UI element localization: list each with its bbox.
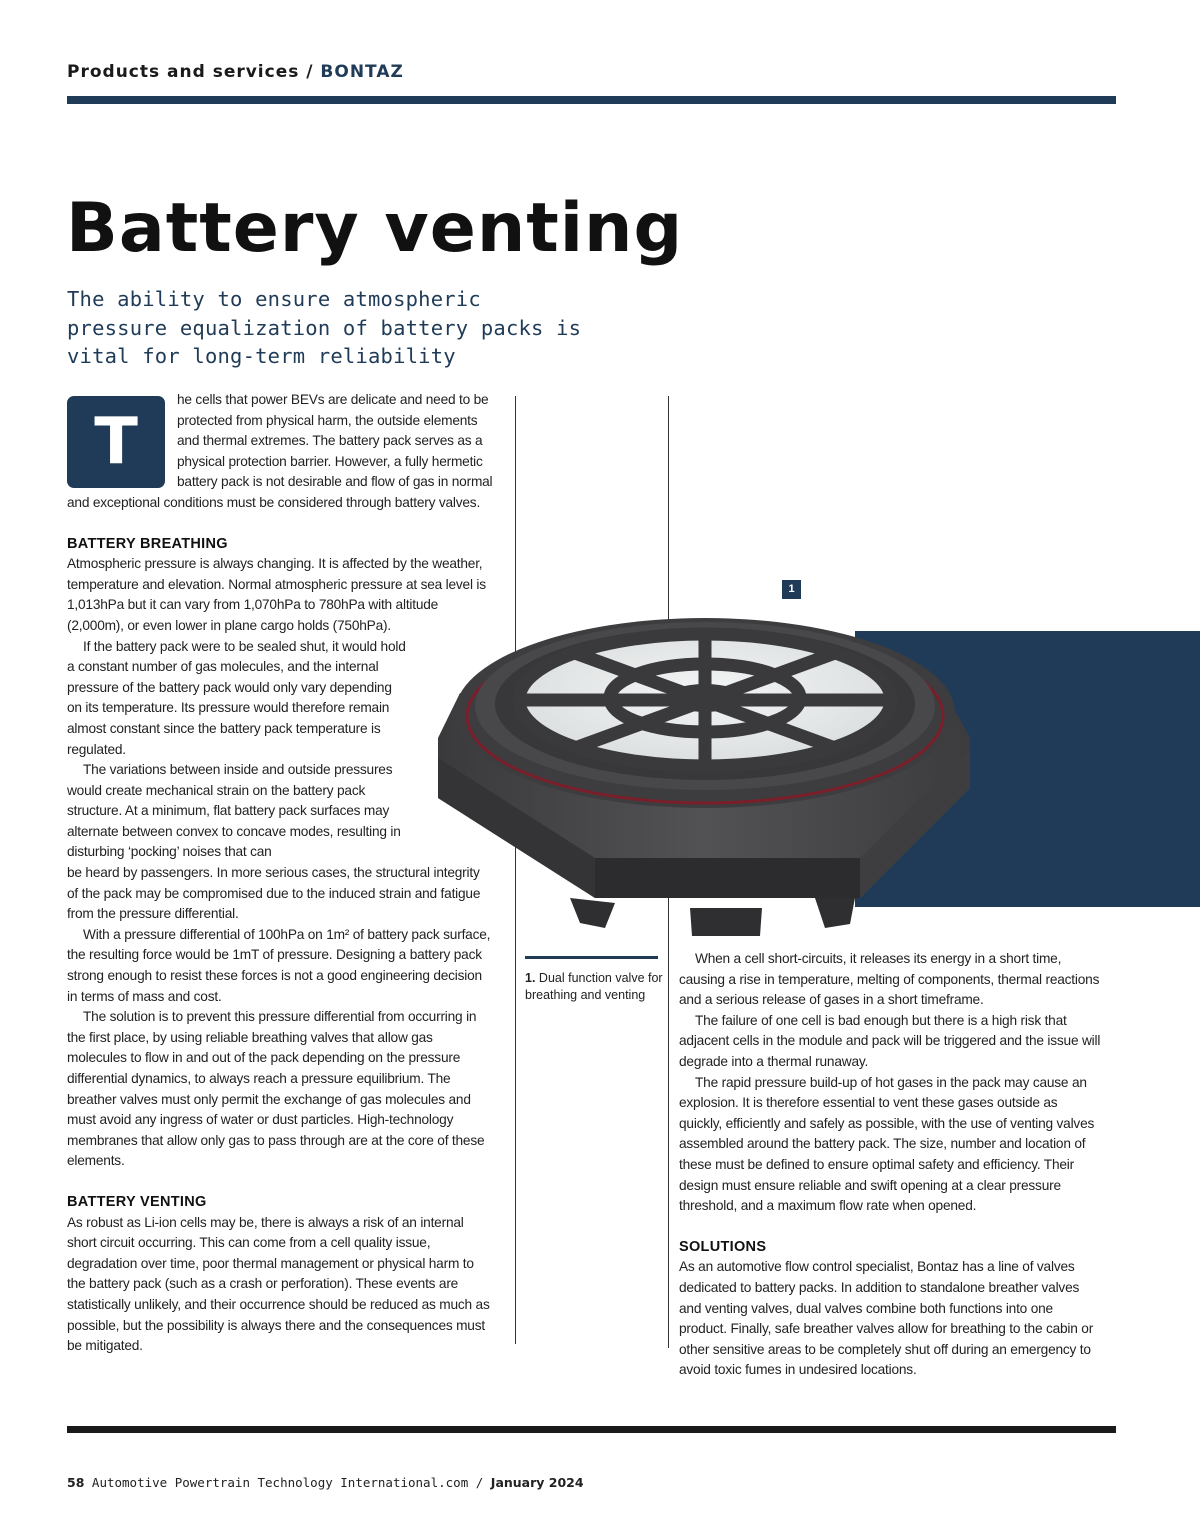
venting-p3: The failure of one cell is bad enough but there is a high risk that adjacent cells in the module and pack will be triggered and the issue will degrade into a thermal runaway. <box>679 1012 1101 1069</box>
caption-text: Dual function valve for breathing and venting <box>525 971 663 1002</box>
solutions-p1: As an automotive flow control specialist, Bontaz has a line of valves dedicated to battery packs. In addition to standalone breather valves and venting valves, dual valves combine both functions into one product. Finally, safe breather valves allow for breathing to the cabin or other sensitive areas to be completely shut off during an emergency to avoid toxic fumes in undesired locations. <box>679 1259 1094 1378</box>
breathing-p1: Atmospheric pressure is always changing. It is affected by the weather, temperature and elevation. Normal atmospheric pressure at sea level is 1,013hPa but it can vary from 1,070hPa to 780hPa with altitude (2,000m), or even lower in plane cargo holds (750hPa). <box>67 556 486 633</box>
heading-battery-breathing: BATTERY BREATHING <box>67 535 228 552</box>
issue-date: January 2024 <box>490 1475 584 1490</box>
caption-rule <box>525 956 658 959</box>
figure-caption <box>525 970 665 1003</box>
drop-cap: T <box>67 396 165 488</box>
section-header <box>67 62 404 82</box>
section-label: Products and services / <box>67 62 321 82</box>
brand-label: BONTAZ <box>320 62 404 82</box>
breathing-p5: The solution is to prevent this pressure differential from occurring in the first place, by using reliable breathing valves that allow gas molecules to flow in and out of the pack depending on the pressure differential dynamics, to always reach a pressure equilibrium. The breather valves must only permit the exchange of gas molecules and must avoid any ingress of water or dust particles. High-technology membranes that allow only gas to pass through are at the core of these elements. <box>67 1009 485 1169</box>
page-number: 58 <box>67 1475 85 1490</box>
column-right <box>679 949 1103 1381</box>
venting-p4: The rapid pressure build-up of hot gases in the pack may cause an explosion. It is therefore essential to vent these gases outside as quickly, efficiently and safely as possible, with the use of venting valves assembled around the battery pack. The size, number and location of these must be defined to ensure optimal safety and efficiency. Their design must ensure reliable and swift opening at a clear pressure threshold, and a maximum flow rate when opened. <box>679 1074 1095 1214</box>
article-standfirst: The ability to ensure atmospheric pressure equalization of battery packs is vital for long-term reliability <box>67 287 582 368</box>
publication-name: Automotive Powertrain Technology International.com / <box>84 1475 491 1490</box>
breathing-p3-a: The variations between inside and outside pressures would create mechanical strain on the battery pack structure. At a minimum, flat battery pack surfaces may alternate between convex to concave modes, resulting in disturbing ‘pocking’ noises that can <box>67 762 401 860</box>
article-title: Battery venting <box>66 189 684 268</box>
dual-function-valve-image <box>430 598 975 938</box>
caption-number: 1. <box>525 971 536 985</box>
venting-p1: As robust as Li-ion cells may be, there is always a risk of an internal short circuit occurring. This can come from a cell quality issue, degradation over time, poor thermal management or physical harm to the battery pack (such as a crash or perforation). These events are statistically unlikely, and their occurrence should be reduced as much as possible, but the possibility is always there and the consequences must be mitigated. <box>67 1214 490 1354</box>
footer-rule <box>67 1426 1116 1433</box>
intro-paragraph: he cells that power BEVs are delicate and need to be protected from physical harm, the outside elements and thermal extremes. The battery pack serves as a physical protection barrier. However, a fully hermetic battery pack is not desirable and flow of gas in normal and exceptional conditions must be considered through battery valves. <box>67 392 493 510</box>
breathing-p3-b: be heard by passengers. In more serious cases, the structural integrity of the pack may be compromised due to the induced strain and fatigue from the pressure differential. <box>67 865 481 922</box>
figure-number-badge: 1 <box>782 580 801 599</box>
heading-battery-venting: BATTERY VENTING <box>67 1193 207 1210</box>
heading-solutions: SOLUTIONS <box>679 1238 767 1255</box>
header-rule <box>67 96 1116 104</box>
breathing-p4: With a pressure differential of 100hPa on 1m² of battery pack surface, the resulting force would be 1mT of pressure. Designing a battery pack strong enough to resist these forces is not a good engineering decision in terms of mass and cost. <box>67 926 491 1004</box>
breathing-p2: If the battery pack were to be sealed shut, it would hold a constant number of gas molecules, and the internal pressure of the battery pack would only vary depending on its temperature. Its pressure would therefore remain almost constant since the battery pack temperature is regulated. <box>67 638 406 757</box>
page-footer <box>67 1475 584 1490</box>
venting-p2: When a cell short-circuits, it releases its energy in a short time, causing a rise in temperature, melting of components, thermal reactions and a serious release of gases in a short timeframe. <box>679 951 1100 1008</box>
